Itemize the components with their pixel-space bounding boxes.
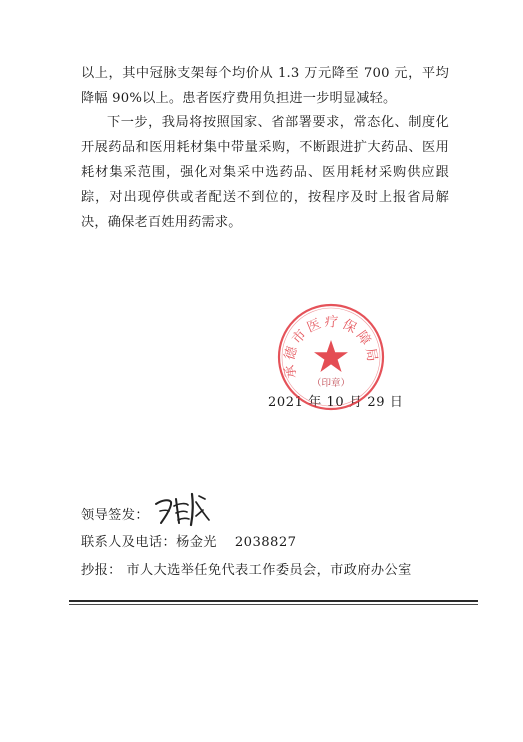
contact-label: 联系人及电话： — [81, 535, 177, 550]
leader-signoff-label: 领导签发： — [81, 508, 149, 523]
footer-divider-thin — [69, 604, 478, 605]
footer-divider-thick — [69, 600, 478, 602]
body-paragraph-2: 下一步，我局将按照国家、省部署要求，常态化、制度化开展药品和医用耗材集中带量采购，不断跟进扩大药品、医用耗材集采范围，强化对集采中选药品、医用耗材采购供应跟踪，对出现停供或者配送不到位的，按程序及时上报省局解决，确保老百姓用药需求。 — [81, 115, 449, 230]
cc-recipients: 市人大选举任免代表工作委员会，市政府办公室 — [126, 563, 412, 578]
handwritten-signature — [152, 490, 214, 530]
contact-name: 杨金光 — [176, 535, 217, 550]
cc-label: 抄报： — [81, 563, 122, 578]
cc-line — [81, 561, 412, 581]
svg-text:承德市医疗保障局: 承德市医疗保障局 — [281, 313, 381, 380]
body-paragraph-1: 以上，其中冠脉支架每个均价从 1.3 万元降至 700 元，平均降幅 90%以上。患者医疗费用负担进一步明显减轻。 — [81, 66, 449, 106]
leader-signoff-line — [81, 506, 149, 526]
contact-line — [81, 533, 296, 553]
issue-date: 2021 年 10 月 29 日 — [268, 395, 404, 410]
official-seal-stamp — [276, 302, 386, 412]
svg-text:（印章）: （印章） — [311, 378, 351, 389]
contact-phone: 2038827 — [234, 535, 297, 550]
